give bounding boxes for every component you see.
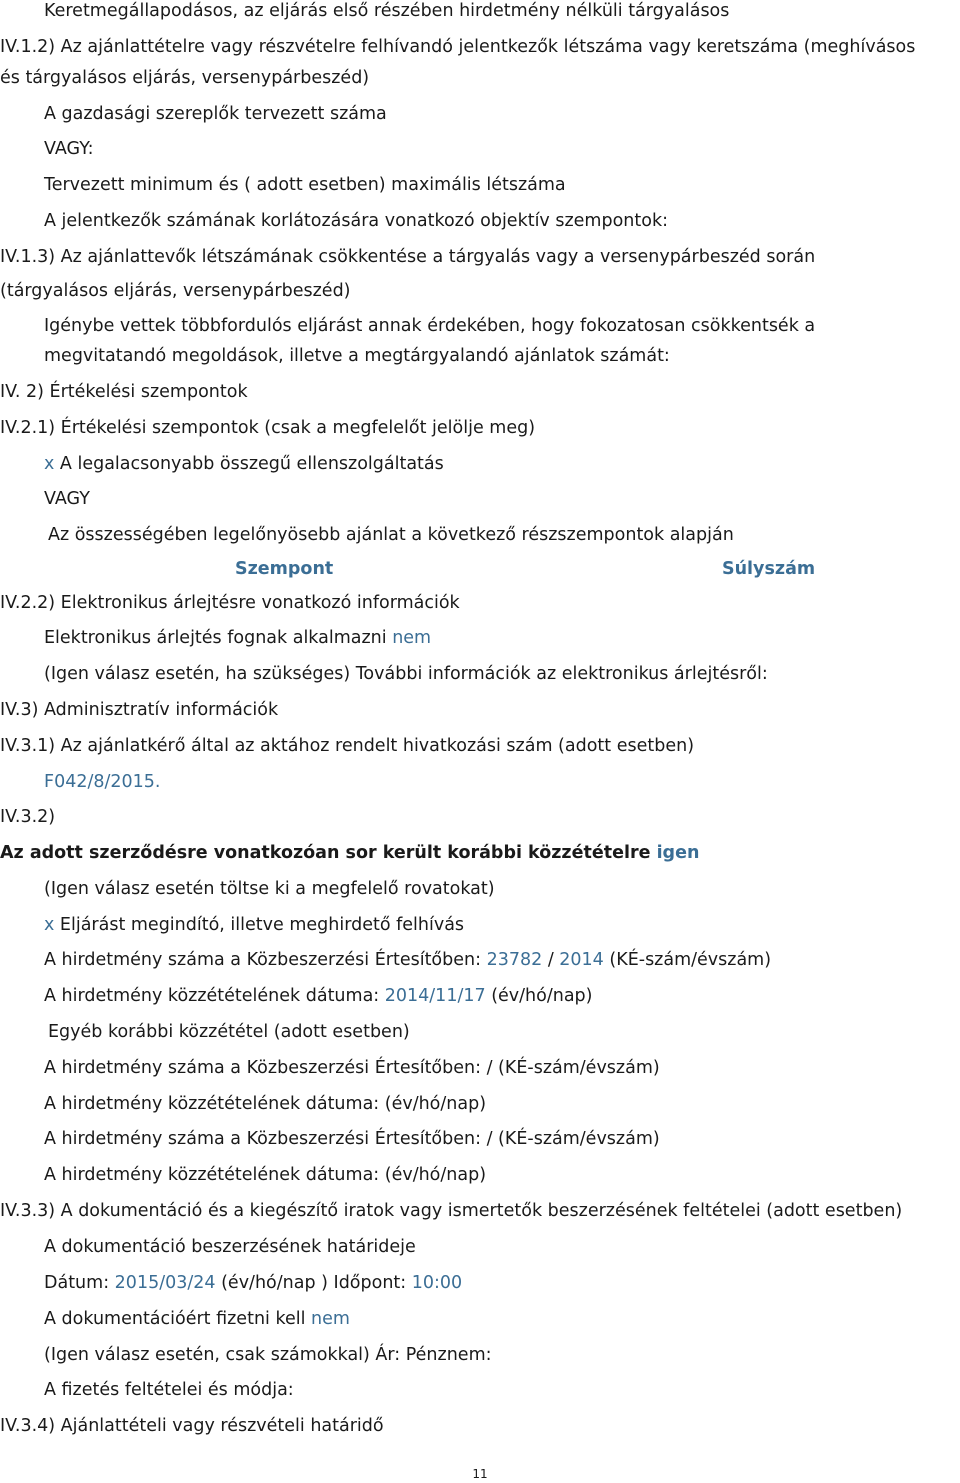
page-number: 11 (472, 1467, 488, 1481)
field-value: igen (656, 843, 700, 863)
text-line: (tárgyalásos eljárás, versenypárbeszéd) (0, 281, 351, 301)
text-line: és tárgyalásos eljárás, versenypárbeszéd) (0, 68, 370, 88)
text-line: Tervezett minimum és ( adott esetben) maximális létszáma (44, 175, 566, 195)
text-line: A hirdetmény közzétételének dátuma: (év/hó/nap) (44, 1165, 487, 1185)
text-line: Egyéb korábbi közzététel (adott esetben) (48, 1022, 410, 1042)
section-heading-iv-3-3: IV.3.3) A dokumentáció és a kiegészítő iratok vagy ismertetők beszerzésének feltételei (adott esetben) (0, 1201, 903, 1221)
section-heading-iv-3-2: IV.3.2) (0, 807, 56, 827)
text-line (44, 1272, 462, 1294)
reference-number: F042/8/2015. (44, 772, 161, 792)
publication-date: 2014/11/17 (384, 986, 486, 1006)
text-line (44, 914, 464, 936)
check-mark: x (44, 915, 55, 935)
text-line: Igénybe vettek többfordulós eljárást annak érdekében, hogy fokozatosan csökkentsék a (44, 316, 816, 336)
separator: / (542, 950, 560, 970)
section-heading-iv-3-1: IV.3.1) Az ajánlatkérő által az aktához rendelt hivatkozási szám (adott esetben) (0, 736, 695, 756)
text-line: VAGY: (44, 139, 94, 159)
section-heading-iv-3: IV.3) Adminisztratív információk (0, 700, 279, 720)
field-label: A hirdetmény száma a Közbeszerzési Értesítőben: (44, 950, 487, 970)
field-value: nem (311, 1309, 350, 1329)
section-heading-iv-2: IV. 2) Értékelési szempontok (0, 382, 248, 402)
text-line: A hirdetmény közzétételének dátuma: (év/hó/nap) (44, 1094, 487, 1114)
text-line (44, 627, 431, 649)
notice-number: 23782 (486, 950, 543, 970)
notice-year: 2014 (559, 950, 604, 970)
text-line: A dokumentáció beszerzésének határideje (44, 1237, 416, 1257)
text-line: (Igen válasz esetén töltse ki a megfelelő rovatokat) (44, 879, 495, 899)
text-line: Keretmegállapodásos, az eljárás első részében hirdetmény nélküli tárgyalásos (44, 1, 730, 21)
text-line: (Igen válasz esetén, ha szükséges) További információk az elektronikus árlejtésről: (44, 664, 768, 684)
section-heading-iv-2-1: IV.2.1) Értékelési szempontok (csak a megfelelőt jelölje meg) (0, 418, 536, 438)
section-heading-iv-2-2: IV.2.2) Elektronikus árlejtésre vonatkozó információk (0, 593, 460, 613)
column-header-sulyszam: Súlyszám (722, 559, 816, 579)
deadline-date: 2015/03/24 (114, 1273, 216, 1293)
section-heading-iv-1-3: IV.1.3) Az ajánlattevők létszámának csökkentése a tárgyalás vagy a versenypárbeszéd során (0, 247, 816, 267)
text-line (0, 842, 699, 864)
field-value: nem (392, 628, 432, 648)
text-line: Az összességében legelőnyösebb ajánlat a következő részszempontok alapján (48, 525, 734, 545)
option-label: A legalacsonyabb összegű ellenszolgáltatás (54, 454, 444, 474)
text-line: A hirdetmény száma a Közbeszerzési Értesítőben: / (KÉ-szám/évszám) (44, 1058, 660, 1078)
check-mark: x (44, 454, 55, 474)
text-line: A hirdetmény száma a Közbeszerzési Értesítőben: / (KÉ-szám/évszám) (44, 1129, 660, 1149)
field-label: (év/hó/nap ) Időpont: (215, 1273, 412, 1293)
field-suffix: (KÉ-szám/évszám) (603, 950, 772, 970)
field-label: Dátum: (44, 1273, 115, 1293)
text-line: (Igen válasz esetén, csak számokkal) Ár: Pénznem: (44, 1345, 492, 1365)
text-line: VAGY (44, 489, 90, 509)
section-heading-iv-3-4: IV.3.4) Ajánlattételi vagy részvételi határidő (0, 1416, 384, 1436)
text-line (44, 453, 444, 475)
field-label: A hirdetmény közzétételének dátuma: (44, 986, 385, 1006)
text-line (44, 949, 771, 971)
text-line: A jelentkezők számának korlátozására vonatkozó objektív szempontok: (44, 211, 668, 231)
text-line: megvitatandó megoldások, illetve a megtárgyalandó ajánlatok számát: (44, 346, 670, 366)
field-suffix: (év/hó/nap) (485, 986, 593, 1006)
text-line: A gazdasági szereplők tervezett száma (44, 104, 387, 124)
text-line: A fizetés feltételei és módja: (44, 1380, 294, 1400)
section-heading-iv-1-2: IV.1.2) Az ajánlattételre vagy részvételre felhívandó jelentkezők létszáma vagy keretszáma (meghívásos (0, 37, 916, 57)
option-label: Eljárást megindító, illetve meghirdető felhívás (54, 915, 465, 935)
deadline-time: 10:00 (411, 1273, 463, 1293)
field-label: Az adott szerződésre vonatkozóan sor került korábbi közzétételre (0, 843, 657, 863)
field-label: A dokumentációért fizetni kell (44, 1309, 312, 1329)
field-label: Elektronikus árlejtés fognak alkalmazni (44, 628, 393, 648)
text-line (44, 1308, 350, 1330)
text-line (44, 985, 592, 1007)
column-header-szempont: Szempont (235, 559, 334, 579)
